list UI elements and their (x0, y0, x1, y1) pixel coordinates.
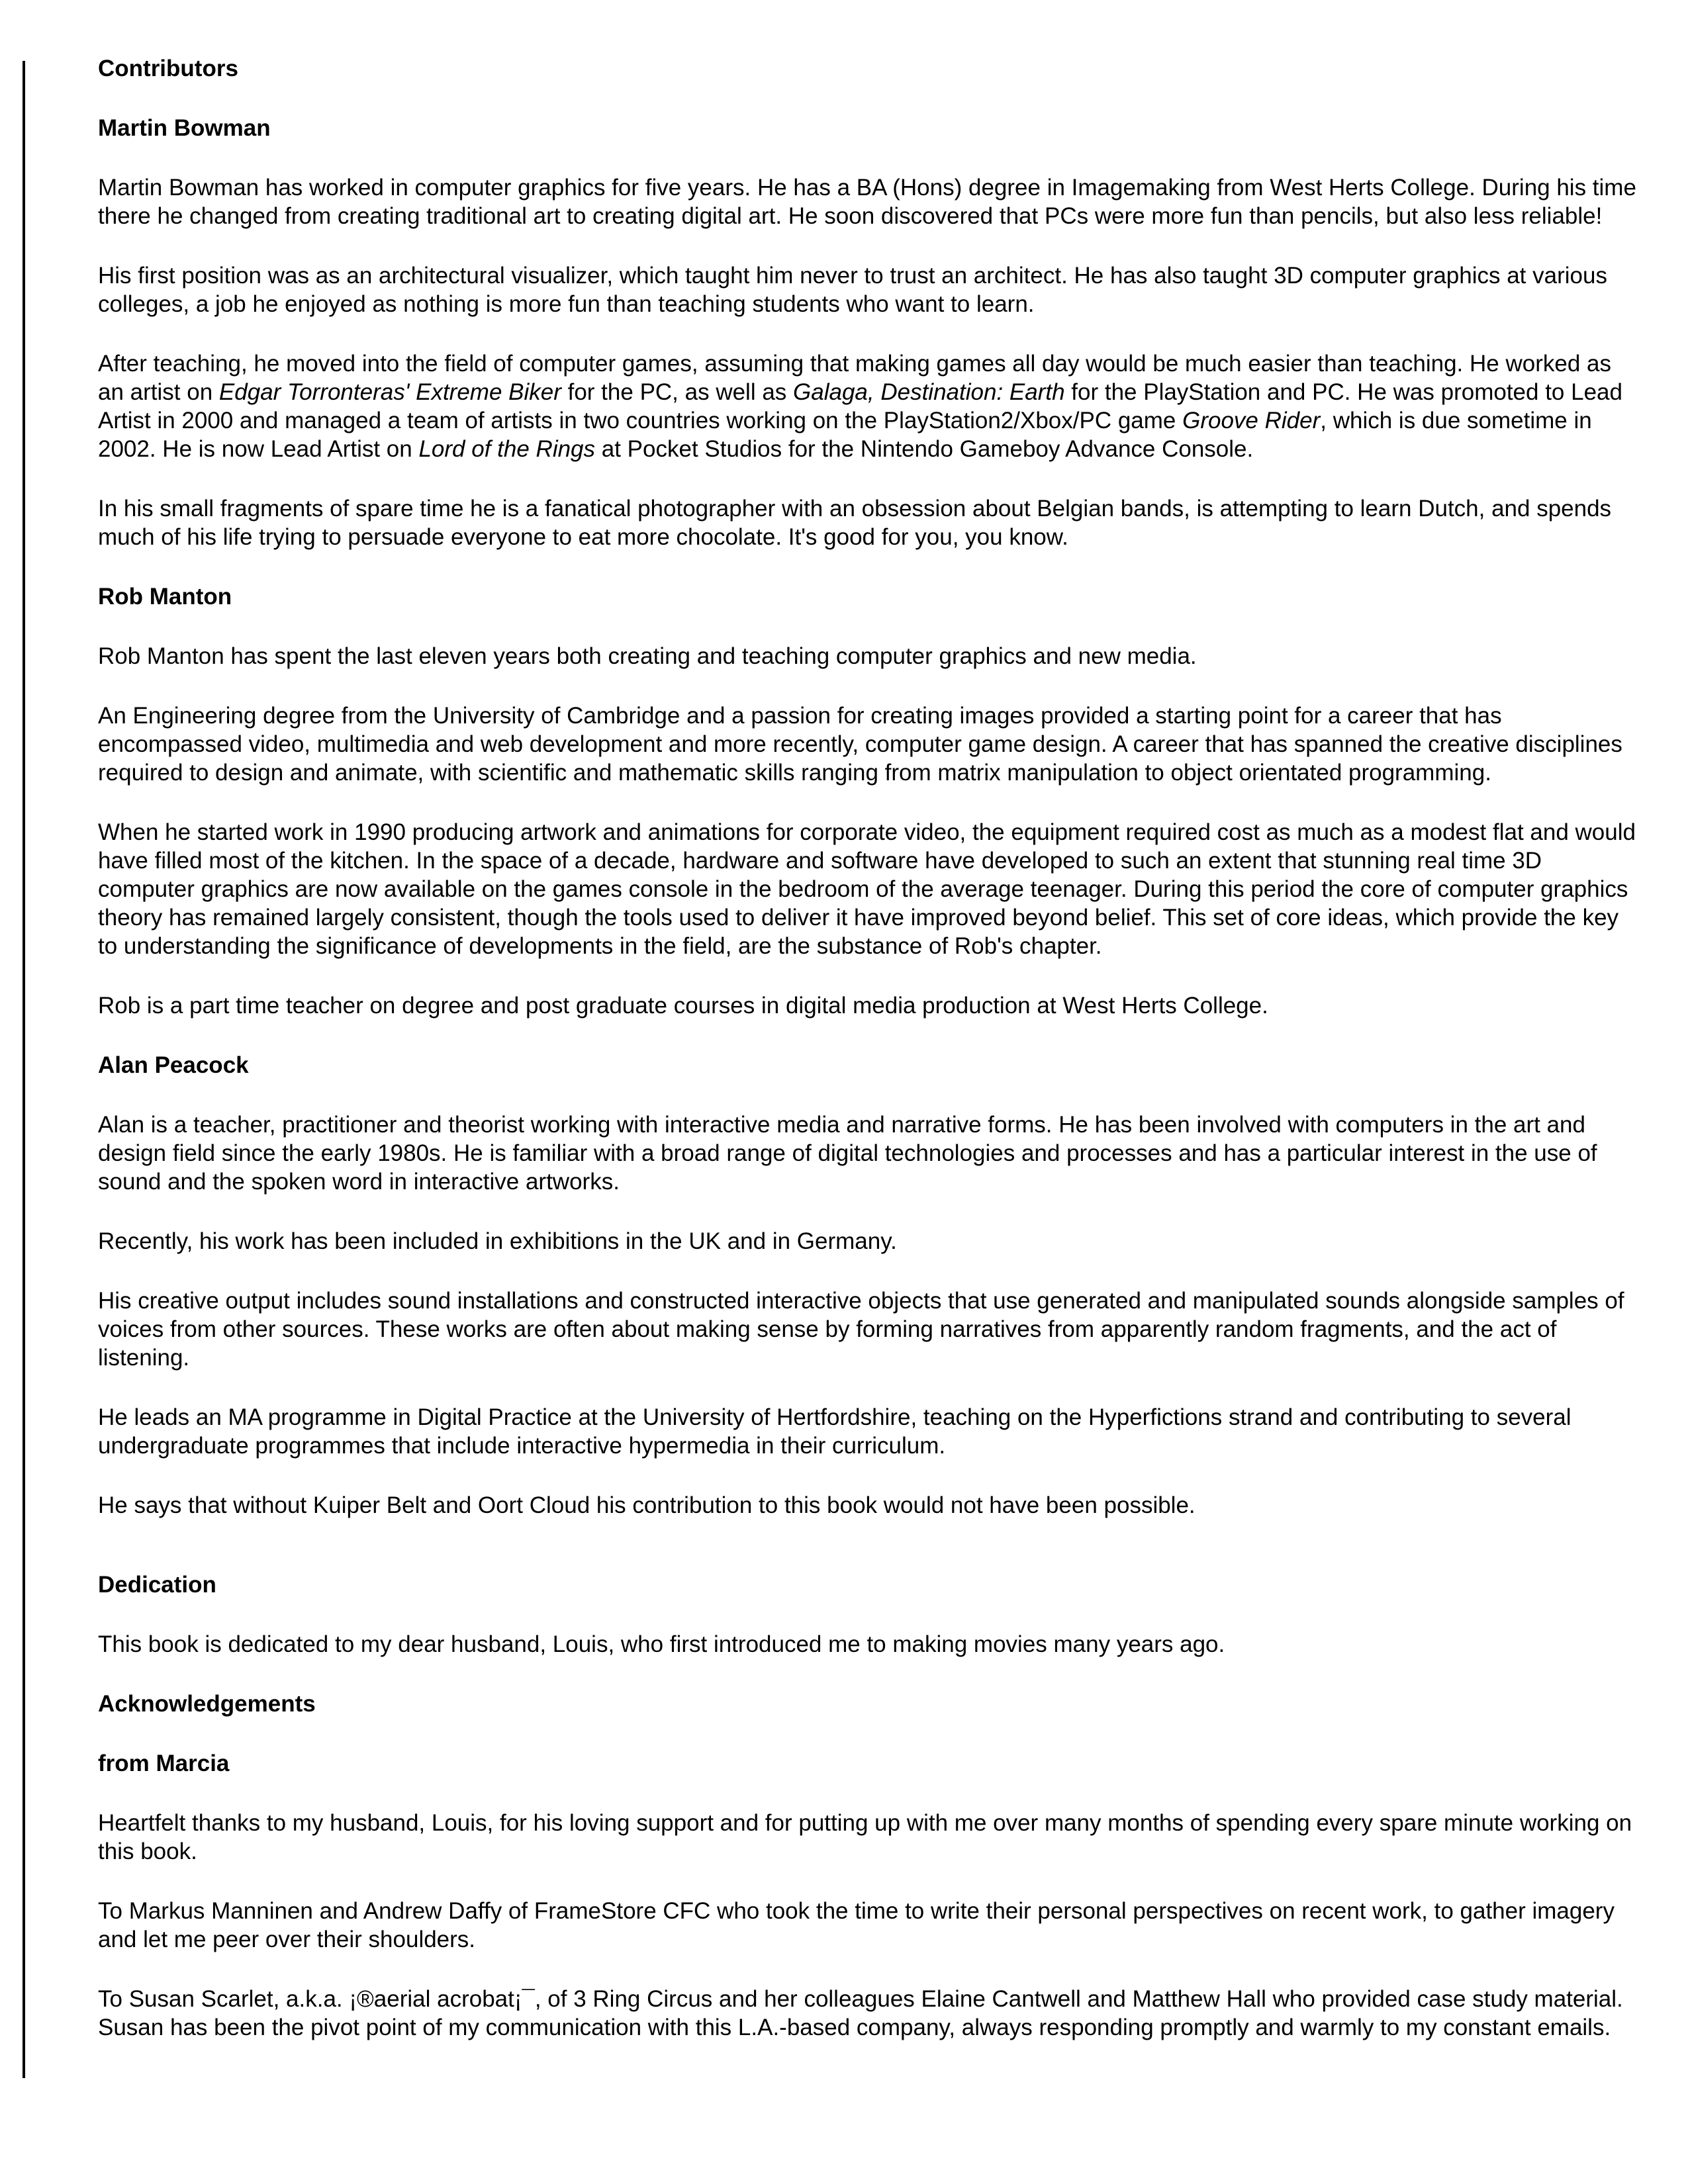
alan-paragraph-1: Alan is a teacher, practitioner and theorist working with interactive media and narrative forms. He has been involved with computers in the art and design field since the early 1980s. He is familiar with a broad range of digital technologies and processes and has a particular interest in the use of sound and the spoken word in interactive artworks. (98, 1112, 1597, 1195)
martin-paragraph-1: Martin Bowman has worked in computer graphics for five years. He has a BA (Hons) degree in Imagemaking from West Herts College. During his time there he changed from creating traditional art to creating digital art. He soon discovered that PCs were more fun than pencils, but also less reliable! (98, 175, 1636, 229)
alan-paragraph-3: His creative output includes sound installations and constructed interactive objects that use generated and manipulated sounds alongside samples of voices from other sources. These works are often about making sense by forming narratives from apparently random fragments, and the act of listening. (98, 1288, 1624, 1371)
left-margin-rule (23, 61, 25, 2078)
rob-paragraph-4: Rob is a part time teacher on degree and post graduate courses in digital media production at West Herts College. (98, 993, 1268, 1019)
acknowledgements-paragraph-2: To Markus Manninen and Andrew Daffy of FrameStore CFC who took the time to write their personal perspectives on recent work, to gather imagery and let me peer over their shoulders. (98, 1898, 1615, 1952)
page-content (98, 54, 1640, 2073)
game-title-galaga: Galaga, Destination: Earth (793, 379, 1065, 405)
martin-paragraph-3 (98, 349, 1640, 463)
acknowledgements-heading: Acknowledgements (98, 1691, 316, 1717)
martin-paragraph-2: His first position was as an architectural visualizer, which taught him never to trust an architect. He has also taught 3D computer graphics at various colleges, a job he enjoyed as nothing is more fun than teaching students who want to learn. (98, 263, 1607, 317)
acknowledgements-paragraph-1: Heartfelt thanks to my husband, Louis, for his loving support and for putting up with me over many months of spending every spare minute working on this book. (98, 1810, 1632, 1864)
alan-paragraph-4: He leads an MA programme in Digital Practice at the University of Hertfordshire, teaching on the Hyperfictions strand and contributing to several undergraduate programmes that include interactive hypermedia in their curriculum. (98, 1404, 1571, 1459)
contributor-name-alan: Alan Peacock (98, 1052, 249, 1078)
contributor-name-martin: Martin Bowman (98, 115, 271, 141)
martin-p3-text-2: for the PC, as well as (561, 379, 794, 405)
contributor-name-rob: Rob Manton (98, 584, 232, 610)
martin-p3-text-4: , which is due sometime in 2002. He is now Lead Artist on (98, 408, 1592, 462)
alan-paragraph-5: He says that without Kuiper Belt and Oort Cloud his contribution to this book would not have been possible. (98, 1492, 1196, 1518)
section-spacer (98, 1551, 1640, 1570)
acknowledgements-subheading: from Marcia (98, 1751, 230, 1776)
rob-paragraph-1: Rob Manton has spent the last eleven years both creating and teaching computer graphics and new media. (98, 643, 1197, 669)
alan-paragraph-2: Recently, his work has been included in exhibitions in the UK and in Germany. (98, 1228, 897, 1254)
game-title-extreme-biker: Edgar Torronteras' Extreme Biker (218, 379, 561, 405)
acknowledgements-paragraph-3: To Susan Scarlet, a.k.a. ¡®aerial acrobat¡¯, of 3 Ring Circus and her colleagues Elaine Cantwell and Matthew Hall who provided case study material. Susan has been the pivot point of my communication with this L.A.-based company, always responding promptly and warmly to my constant emails. (98, 1986, 1623, 2040)
dedication-heading: Dedication (98, 1572, 216, 1598)
martin-p3-text-5: at Pocket Studios for the Nintendo Gameboy Advance Console. (595, 436, 1254, 462)
martin-p3-text-3: for the PlayStation and PC. He was promoted to Lead Artist in 2000 and managed a team of artists in two countries working on the PlayStation2/Xbox/PC game (98, 379, 1622, 433)
rob-paragraph-2: An Engineering degree from the University of Cambridge and a passion for creating images provided a starting point for a career that has encompassed video, multimedia and web development and more recently, computer game design. A career that has spanned the creative disciplines required to design and animate, with scientific and mathematic skills ranging from matrix manipulation to object orientated programming. (98, 703, 1622, 786)
rob-paragraph-3: When he started work in 1990 producing artwork and animations for corporate video, the equipment required cost as much as a modest flat and would have filled most of the kitchen. In the space of a decade, hardware and software have developed to such an extent that stunning real time 3D computer graphics are now available on the games console in the bedroom of the average teenager. During this period the core of computer graphics theory has remained largely consistent, though the tools used to deliver it have improved beyond belief. This set of core ideas, which provide the key to understanding the significance of developments in the field, are the substance of Rob's chapter. (98, 819, 1636, 959)
martin-paragraph-4: In his small fragments of spare time he is a fanatical photographer with an obsession about Belgian bands, is attempting to learn Dutch, and spends much of his life trying to persuade everyone to eat more chocolate. It's good for you, you know. (98, 496, 1612, 550)
game-title-lord-of-the-rings: Lord of the Rings (418, 436, 596, 462)
game-title-groove-rider: Groove Rider (1182, 408, 1321, 433)
dedication-text: This book is dedicated to my dear husband, Louis, who first introduced me to making movies many years ago. (98, 1631, 1225, 1657)
contributors-heading: Contributors (98, 56, 238, 81)
martin-p3-text-1: After teaching, he moved into the field of computer games, assuming that making games all day would be much easier than teaching. He worked as an artist on (98, 351, 1611, 405)
